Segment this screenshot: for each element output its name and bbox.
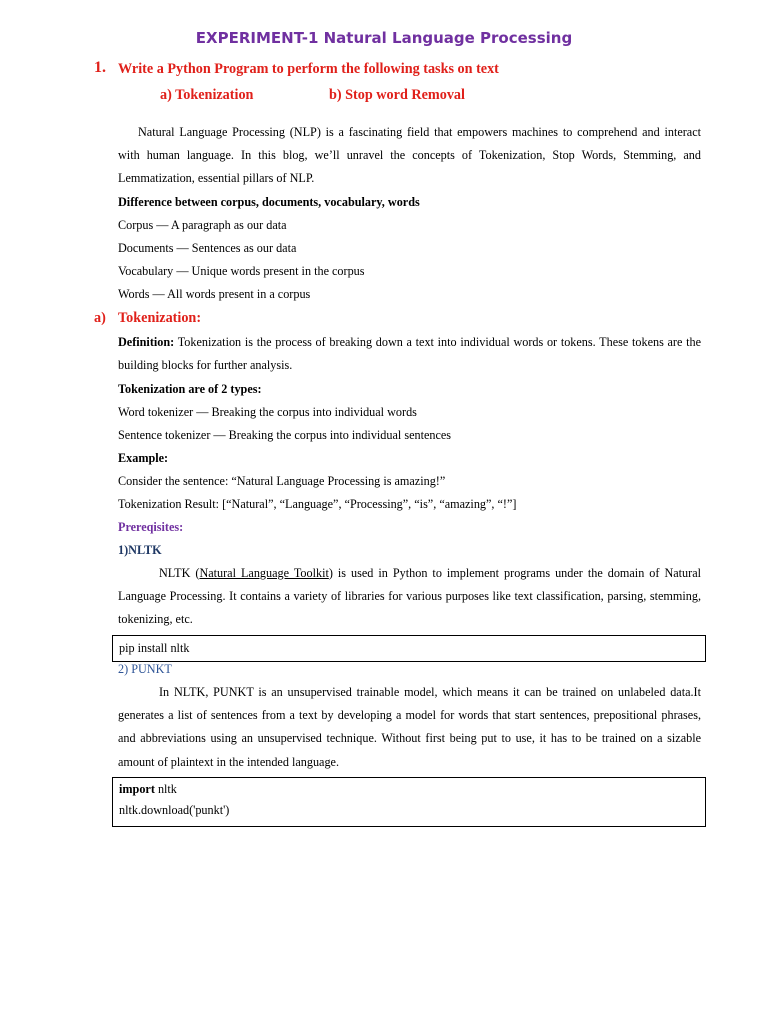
section-marker: a) (94, 310, 106, 326)
example-result: Tokenization Result: [“Natural”, “Language”, “Processing”, “is”, “amazing”, “!”] (118, 497, 517, 511)
difference-item: Vocabulary — Unique words present in the corpus (118, 264, 365, 278)
code-line: nltk.download('punkt') (119, 803, 230, 817)
punkt-paragraph: In NLTK, PUNKT is an unsupervised trainable model, which means it can be trained on unlabeled data.It generates a list of sentences from a text by developing a model for words that start sentences, prepositional phrases, and abbreviations using an unsupervised technique. Without first being put to use, it has to be trained on a sizable amount of plaintext in the intended language. (118, 685, 701, 769)
difference-item: Words — All words present in a corpus (118, 287, 311, 301)
nltk-heading: 1)NLTK (118, 543, 162, 557)
page-title: EXPERIMENT-1 Natural Language Processing (195, 29, 573, 47)
nltk-link[interactable]: Natural Language Toolkit (199, 566, 329, 580)
difference-item: Documents — Sentences as our data (118, 241, 297, 255)
code-block-import (112, 777, 706, 827)
code-block-pip (112, 635, 706, 662)
definition-paragraph (118, 331, 701, 377)
type-item: Sentence tokenizer — Breaking the corpus into individual sentences (118, 428, 452, 442)
definition-text: Tokenization is the process of breaking down a text into individual words or tokens. These tokens are the building blocks for further analysis. (118, 335, 701, 373)
code-line (119, 779, 699, 800)
question-text: Write a Python Program to perform the following tasks on text (118, 61, 499, 77)
nltk-text-after: ) is used in Python to implement programs under the domain of Natural Language Processing. It contains a variety of libraries for various purposes like text classification, parsing, stemming, tokenizing, etc. (118, 566, 701, 627)
code-line: pip install nltk (119, 641, 190, 655)
code-keyword: import (119, 782, 155, 796)
task-tokenization: a) Tokenization (160, 87, 254, 103)
intro-paragraph: Natural Language Processing (NLP) is a fascinating field that empowers machines to comprehend and interact with human language. In this blog, we’ll unravel the concepts of Tokenization, Stop Words, Stemming, and Lemmatization, essential pillars of NLP. (118, 125, 701, 186)
code-text: nltk (154, 782, 177, 796)
task-stopword-removal: b) Stop word Removal (329, 87, 465, 103)
nltk-text-before: NLTK ( (159, 566, 200, 580)
example-sentence: Consider the sentence: “Natural Language Processing is amazing!” (118, 474, 446, 488)
nltk-paragraph (118, 562, 701, 632)
type-item: Word tokenizer — Breaking the corpus into individual words (118, 405, 417, 419)
punkt-heading: 2) PUNKT (118, 662, 172, 676)
definition-label: Definition: (118, 335, 175, 349)
question-number: 1. (94, 59, 106, 76)
example-heading: Example: (118, 451, 169, 465)
prerequisites-heading: Prereqisites: (118, 520, 184, 534)
difference-heading: Difference between corpus, documents, vocabulary, words (118, 195, 420, 209)
section-heading: Tokenization: (118, 310, 202, 326)
types-heading: Tokenization are of 2 types: (118, 382, 262, 396)
difference-item: Corpus — A paragraph as our data (118, 218, 287, 232)
